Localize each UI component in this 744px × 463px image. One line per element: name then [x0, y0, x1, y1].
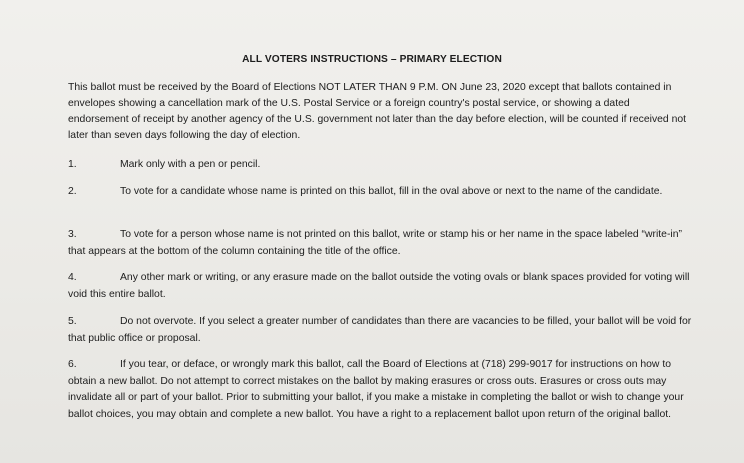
instruction-text: Mark only with a pen or pencil. — [120, 159, 261, 170]
instruction-text: Do not overvote. If you select a greater number of candidates than there are vacancies to be filled, your ballot will be void for that public office or proposal. — [68, 316, 692, 344]
instruction-item-4 — [68, 270, 696, 303]
instruction-number: 6. — [68, 359, 77, 370]
instruction-number: 1. — [68, 159, 77, 170]
page-title: ALL VOTERS INSTRUCTIONS – PRIMARY ELECTION — [242, 54, 502, 65]
instruction-text: To vote for a person whose name is not printed on this ballot, write or stamp his or her name in the space labeled “write-in” that appears at the bottom of the column containing the title of the office. — [68, 229, 682, 257]
instruction-item-3 — [68, 227, 696, 260]
instruction-number: 3. — [68, 229, 77, 240]
instruction-text: To vote for a candidate whose name is printed on this ballot, fill in the oval above or next to the name of the candidate. — [120, 186, 663, 197]
instruction-item-6 — [68, 357, 696, 423]
instruction-item-2 — [68, 184, 696, 201]
instruction-number: 5. — [68, 316, 77, 327]
instruction-item-1 — [68, 157, 696, 174]
instruction-item-5 — [68, 314, 696, 347]
instruction-number: 4. — [68, 272, 77, 283]
instruction-number: 2. — [68, 186, 77, 197]
intro-paragraph: This ballot must be received by the Board of Elections NOT LATER THAN 9 P.M. ON June 23, 2020 except that ballots contained in envelopes showing a cancellation mark of the U.S. Postal Service or a foreign country's postal service, or showing a dated endorsement of receipt by another agency of the U.S. government not later than the day before election, will be counted if received not later than seven days following the day of election. — [68, 82, 687, 141]
instruction-text: If you tear, or deface, or wrongly mark this ballot, call the Board of Elections at (718) 299-9017 for instructions on how to obtain a new ballot. Do not attempt to correct mistakes on the ballot by making erasures or cross outs. Erasures or cross outs may invalidate all or part of your ballot. Prior to submitting your ballot, if you make a mistake in completing the ballot or wish to change your ballot choices, you may obtain and complete a new ballot. You have a right to a replacement ballot upon return of the original ballot. — [68, 359, 684, 420]
instruction-text: Any other mark or writing, or any erasure made on the ballot outside the voting ovals or blank spaces provided for voting will void this entire ballot. — [68, 272, 690, 300]
